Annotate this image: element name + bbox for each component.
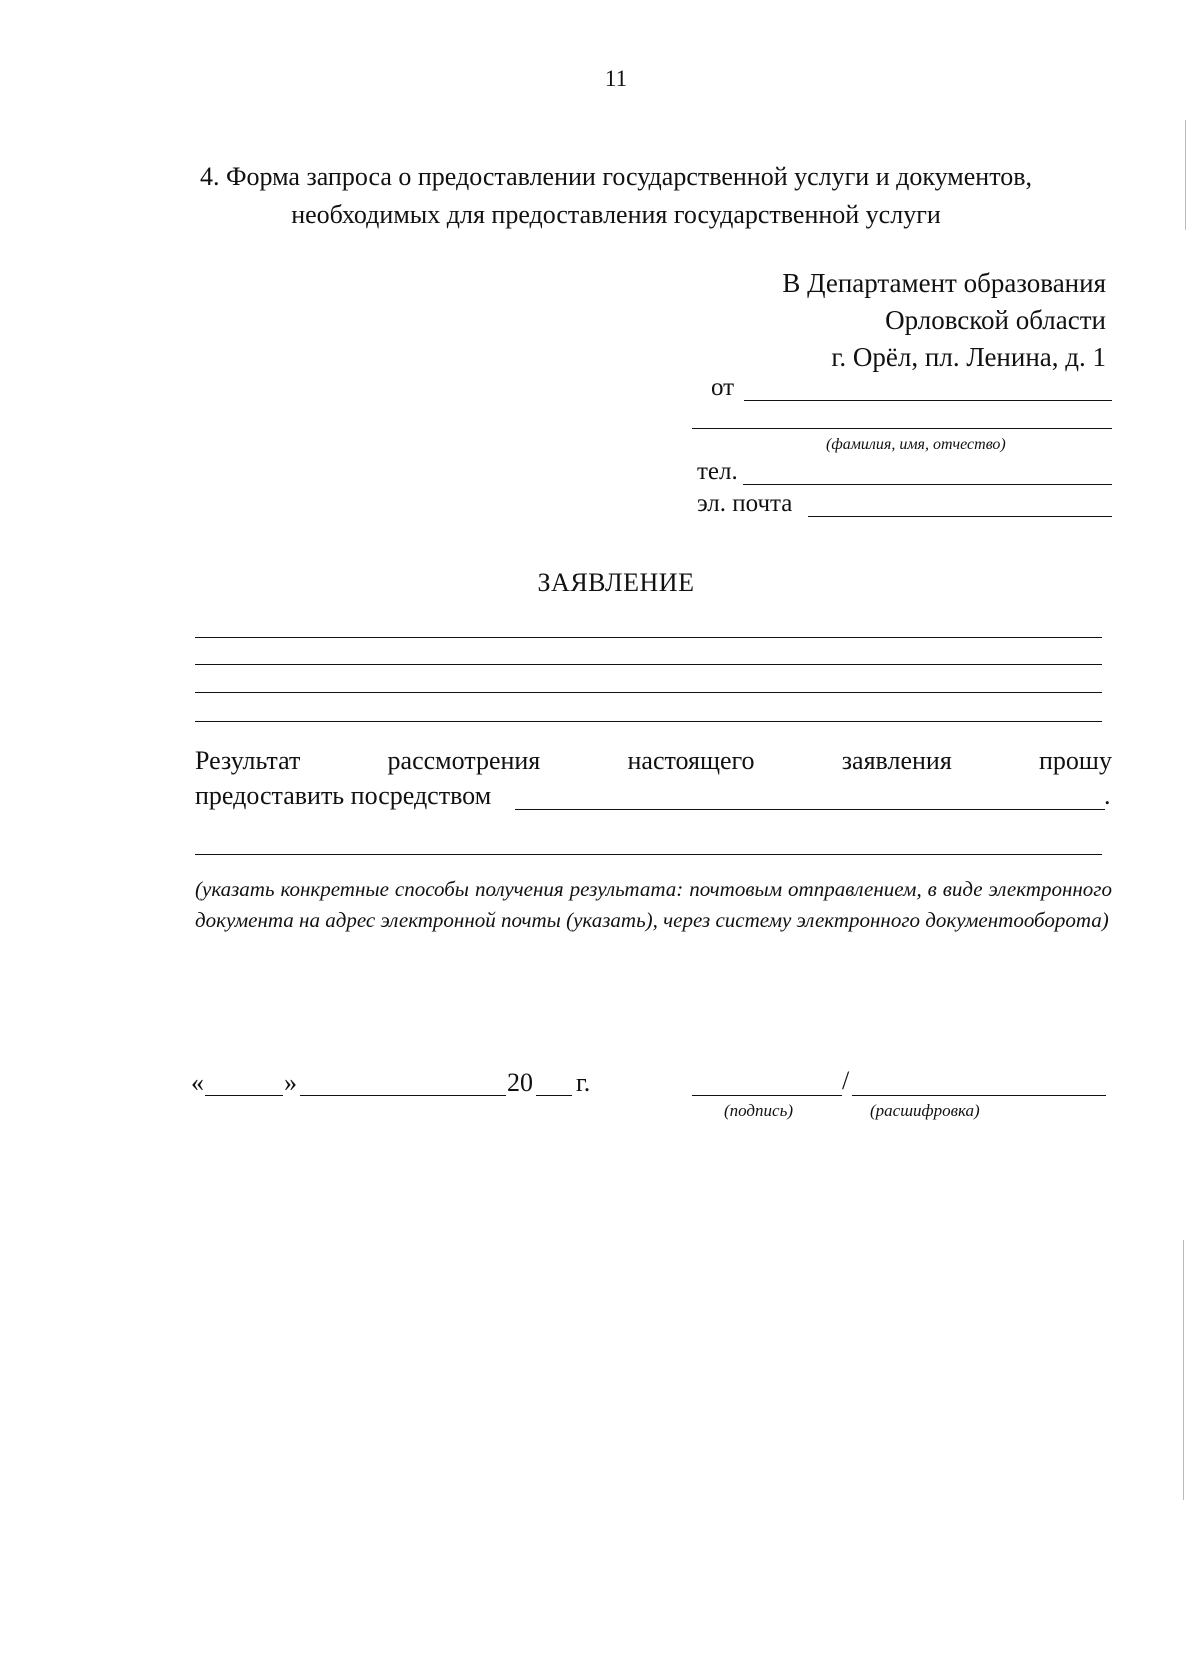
decoding-hint: (расшифровка) — [870, 1101, 980, 1120]
from-name-field-continued[interactable] — [692, 428, 1112, 429]
result-method-label: предоставить посредством — [195, 781, 492, 810]
date-month-field[interactable] — [300, 1095, 506, 1096]
email-field[interactable] — [808, 516, 1112, 517]
statement-line-2[interactable] — [195, 664, 1102, 665]
date-day-field[interactable] — [205, 1095, 283, 1096]
addressee-line-1: В Департамент образования — [782, 268, 1106, 298]
result-method-field[interactable] — [515, 809, 1105, 810]
phone-label: тел. — [697, 458, 738, 485]
result-word-3: настоящего — [627, 746, 755, 775]
result-word-1: Результат — [195, 746, 301, 775]
addressee-line-2: Орловской области — [885, 305, 1106, 335]
statement-line-4[interactable] — [195, 721, 1102, 722]
date-open-quote: « — [191, 1068, 204, 1097]
statement-line-3[interactable] — [195, 692, 1102, 693]
result-method-period: . — [1104, 781, 1111, 810]
result-method-field-continued[interactable] — [195, 854, 1102, 855]
from-label: от — [711, 374, 735, 401]
signature-hint: (подпись) — [724, 1101, 793, 1120]
section-heading-line-1: 4. Форма запроса о предоставлении государственной услуги и документов, — [200, 162, 1032, 191]
date-year-suffix: г. — [576, 1068, 591, 1097]
date-close-quote: » — [284, 1068, 297, 1097]
scan-edge-mark — [1185, 120, 1186, 230]
date-year-field[interactable] — [536, 1095, 572, 1096]
fio-hint: (фамилия, имя, отчество) — [826, 436, 1006, 453]
phone-field[interactable] — [743, 484, 1112, 485]
result-request-line — [195, 746, 1112, 776]
signature-decoding-field[interactable] — [852, 1095, 1106, 1096]
result-word-4: заявления — [841, 746, 952, 775]
section-heading — [120, 158, 1112, 234]
result-word-2: рассмотрения — [387, 746, 541, 775]
from-name-field[interactable] — [744, 400, 1112, 401]
date-year-prefix: 20 — [507, 1068, 533, 1097]
statement-line-1[interactable] — [195, 637, 1102, 638]
instructions-note: (указать конкретные способы получения результата: почтовым отправлением, в виде электронного документа на адрес электронной почты (указать), через систему электронного документооборота) — [195, 877, 1112, 932]
result-word-5: прошу — [1039, 746, 1112, 775]
document-title: ЗАЯВЛЕНИЕ — [537, 568, 695, 597]
addressee-block — [782, 265, 1106, 376]
section-heading-line-2: необходимых для предоставления государственной услуги — [291, 200, 941, 229]
signature-field[interactable] — [692, 1095, 842, 1096]
email-label: эл. почта — [697, 490, 793, 517]
scan-edge-mark — [1183, 1240, 1184, 1500]
signature-slash: / — [842, 1066, 850, 1095]
addressee-line-3: г. Орёл, пл. Ленина, д. 1 — [831, 342, 1106, 372]
page-number: 11 — [604, 66, 628, 91]
